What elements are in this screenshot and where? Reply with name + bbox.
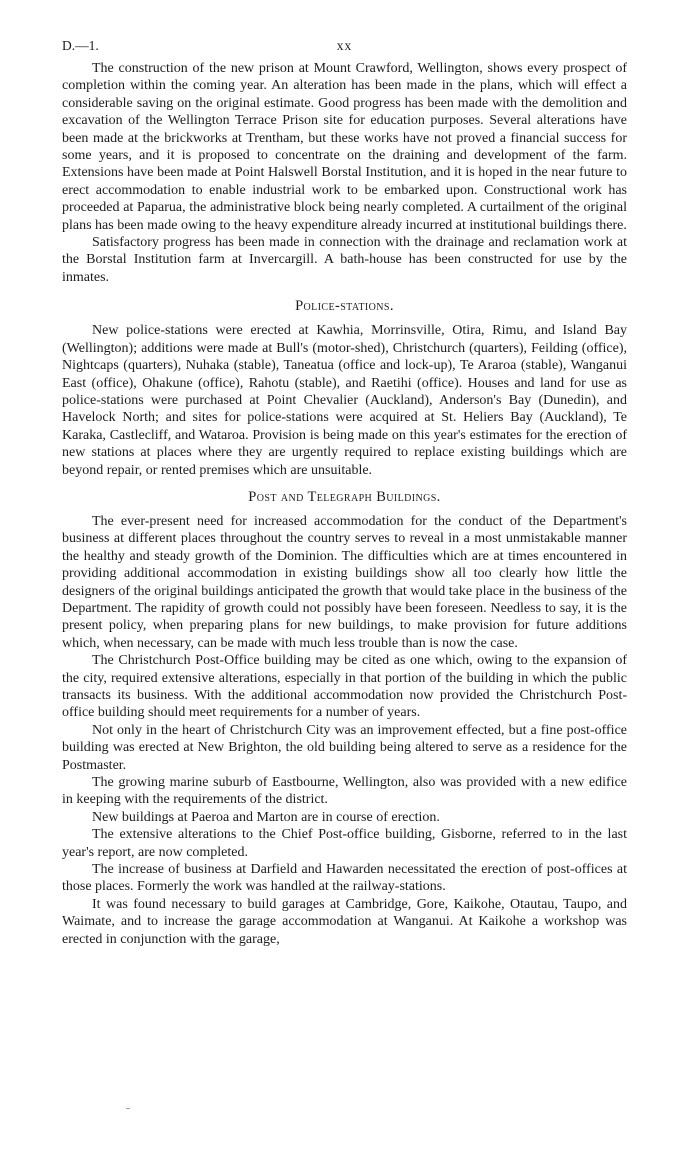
paragraph: New buildings at Paeroa and Marton are in course of erection.	[92, 809, 440, 825]
paragraph: The growing marine suburb of Eastbourne, Wellington, also was provided with a new edifice in keeping with the requirements of the district.	[62, 775, 627, 808]
document-page	[62, 38, 627, 948]
page-header	[62, 38, 627, 60]
paragraph: New police-stations were erected at Kawhia, Morrinsville, Otira, Rimu, and Island Bay (Wellington); additions were made at Bull's (motor-shed), Christchurch (quarters), Feilding (office), Nightcaps (quarters), Nuhaka (stable), Taneatua (office and lock-up), Te Araroa (stable), Wanganui East (office), Ohakune (office), Rahotu (stable), and Raetihi (office). Houses and land for use as police-stations were purchased at Point Chevalier (Auckland), Anderson's Bay (Dunedin), and Havelock North; and sites for police-stations were acquired at St. Heliers Bay (Auckland), Te Karaka, Castlecliff, and Wataroa. Provision is being made on this year's estimates for the erection of new stations at places where they are urgently required to replace existing buildings which are beyond repair, or rented premises which are unsuitable.	[62, 323, 627, 478]
document-body	[62, 60, 627, 948]
paragraph: Satisfactory progress has been made in connection with the drainage and reclamation work at the Borstal Institution farm at Invercargill. A bath-house has been constructed for use by the inmates.	[62, 235, 627, 285]
paragraph: The Christchurch Post-Office building may be cited as one which, owing to the expansion of the city, required extensive alterations, especially in that portion of the building in which the public transacts its business. With the additional accommodation now provided the Christchurch Post-office building should meet requirements for a number of years.	[62, 653, 627, 721]
document-reference: D.—1.	[62, 38, 99, 53]
paragraph: The extensive alterations to the Chief Post-office building, Gisborne, referred to in the last year's report, are now completed.	[62, 827, 627, 860]
page-number: xx	[336, 38, 353, 53]
paragraph: The ever-present need for increased accommodation for the conduct of the Department's business at different places throughout the country serves to reveal in a most unmistakable manner the healthy and steady growth of the Dominion. The difficulties which are at times encountered in providing additional accommodation in existing buildings show all too clearly how little the designers of the original buildings anticipated the growth that would take place in the business of the Department. The rapidity of growth could not possibly have been foreseen. Needless to say, it is the present policy, when preparing plans for new buildings, to make provision for future additions which, when necessary, can be made with much less trouble than is now the case.	[62, 513, 627, 651]
scan-mark	[126, 1108, 130, 1109]
section-heading-police-stations: Police-stations.	[295, 298, 394, 315]
paragraph: The increase of business at Darfield and Hawarden necessitated the erection of post-offices at those places. Formerly the work was handled at the railway-stations.	[62, 862, 627, 895]
section-heading-post-and-telegraph-buildings: Post and Telegraph Buildings.	[248, 488, 441, 505]
paragraph: The construction of the new prison at Mount Crawford, Wellington, shows every prospect of completion within the coming year. An alteration has been made in the plans, which will effect a considerable saving on the original estimate. Good progress has been made with the demolition and excavation of the Wellington Terrace Prison site for education purposes. Several alterations have been made at the brickworks at Trentham, but these works have not proved a financial success for some years, and it is proposed to concentrate on the draining and development of the farm. Extensions have been made at Point Halswell Borstal Institution, and it is hoped in the near future to erect accommodation to enable industrial work to be embarked upon. Constructional work has proceeded at Paparua, the administrative block being nearly completed. A curtailment of the original plans has been made owing to the heavy expenditure already incurred at institutional buildings there.	[62, 61, 627, 233]
paragraph: Not only in the heart of Christchurch City was an improvement effected, but a fine post-office building was erected at New Brighton, the old building being altered to serve as a residence for the Postmaster.	[62, 722, 627, 773]
paragraph: It was found necessary to build garages at Cambridge, Gore, Kaikohe, Otautau, Taupo, and Waimate, and to increase the garage accommodation at Wanganui. At Kaikohe a workshop was erected in conjunction with the garage,	[62, 896, 627, 947]
